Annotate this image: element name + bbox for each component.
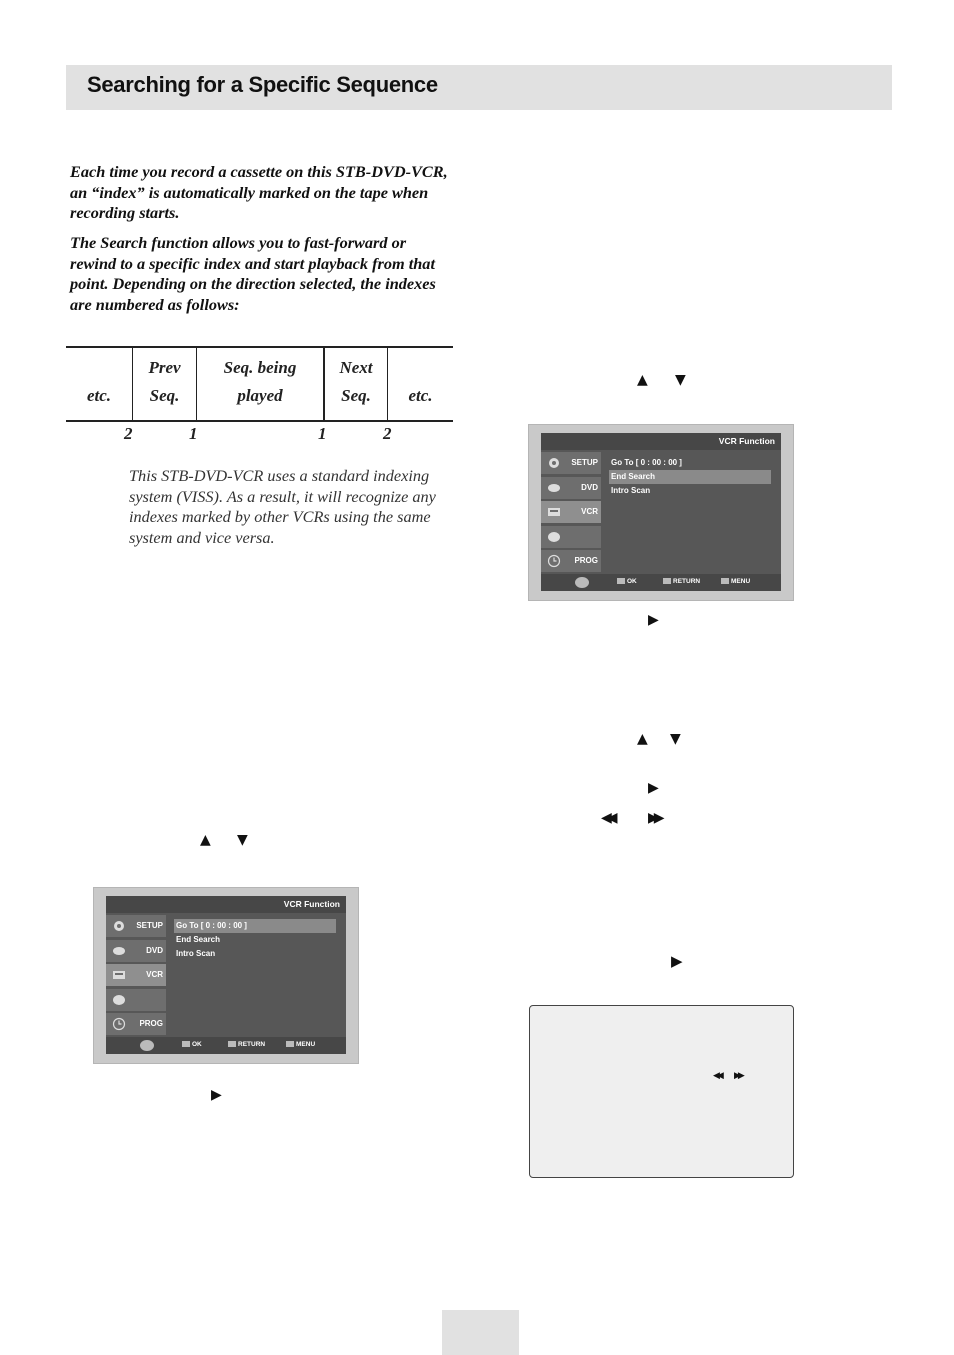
osd-title: VCR Function — [283, 899, 340, 909]
osd-option-go-to: Go To [ 0 : 00 : 00 ] — [611, 458, 682, 467]
down-arrow-icon: ▼ — [237, 832, 248, 848]
index-number: 2 — [124, 424, 133, 443]
right-arrow-icon: ▶ — [211, 1087, 222, 1103]
osd-footer-ok: OK — [617, 578, 637, 585]
osd-title: VCR Function — [718, 436, 775, 446]
gear-icon — [112, 919, 126, 933]
osd-sidebar-vcr: VCR — [106, 964, 166, 986]
osd-sidebar-setup: SETUP — [541, 452, 601, 474]
title-bar — [66, 65, 892, 110]
play-icon: ▶ — [671, 952, 683, 970]
index-number: 2 — [383, 424, 392, 443]
osd-sidebar-setup: SETUP — [106, 915, 166, 937]
vcr-icon — [112, 968, 126, 982]
right-arrow-icon: ▶ — [648, 780, 659, 796]
return-icon — [663, 578, 671, 584]
menu-icon — [286, 1041, 294, 1047]
ok-icon — [182, 1041, 190, 1047]
down-arrow-icon: ▼ — [670, 731, 681, 747]
osd-footer-ok: OK — [182, 1041, 202, 1048]
osd-footer-return: RETURN — [663, 578, 700, 585]
clock-icon — [112, 1017, 126, 1031]
vcr-icon — [547, 505, 561, 519]
stb-icon — [112, 993, 126, 1007]
osd-footer-menu: MENU — [721, 578, 750, 585]
osd-sidebar-dvd: DVD — [541, 477, 601, 499]
return-icon — [228, 1041, 236, 1047]
ok-icon — [617, 578, 625, 584]
index-number: 1 — [189, 424, 198, 443]
osd-option-intro-scan: Intro Scan — [611, 486, 651, 495]
vcr-function-menu-screenshot — [93, 887, 359, 1064]
osd-sidebar-prog: PROG — [541, 550, 601, 572]
osd-sidebar-stb — [106, 989, 166, 1011]
navigation-icon — [575, 577, 589, 588]
osd-option-end-search: End Search — [176, 935, 221, 944]
viss-note: This STB-DVD-VCR uses a standard indexing system (VISS). As a result, it will recognize any indexes marked by other VCRs using the same system and vice versa. — [129, 466, 436, 548]
osd-options — [174, 919, 336, 961]
intro-paragraph-1: Each time you record a cassette on this STB-DVD-VCR, an “index” is automatically marked on the tape when recording starts. — [70, 162, 448, 222]
navigation-icon — [140, 1040, 154, 1051]
table-cell-seq-playing: Seq. being played — [223, 358, 297, 405]
osd-footer — [541, 574, 781, 591]
menu-icon — [721, 578, 729, 584]
intro-paragraph-2: The Search function allows you to fast-forward or rewind to a specific index and start playback from that point. Depending on the direction selected, the indexes are numbered as follows: — [70, 233, 436, 314]
osd-screen — [106, 896, 346, 1054]
osd-options — [609, 456, 771, 498]
osd-footer — [106, 1037, 346, 1054]
fast-forward-icon: ▶▶ — [734, 1071, 742, 1081]
osd-header — [106, 896, 346, 913]
index-number: 1 — [318, 424, 327, 443]
vcr-function-menu-screenshot — [528, 424, 794, 601]
fast-forward-icon: ▶▶ — [648, 810, 660, 826]
osd-screen — [541, 433, 781, 591]
osd-sidebar-dvd: DVD — [106, 940, 166, 962]
up-arrow-icon: ▲ — [637, 372, 648, 388]
osd-sidebar-stb — [541, 526, 601, 548]
dvd-icon — [112, 944, 126, 958]
index-table — [66, 346, 453, 422]
gear-icon — [547, 456, 561, 470]
down-arrow-icon: ▼ — [675, 372, 686, 388]
table-cell-etc-left: etc. — [86, 386, 112, 405]
note-box — [529, 1005, 794, 1178]
osd-header — [541, 433, 781, 450]
up-arrow-icon: ▲ — [200, 832, 211, 848]
osd-option-end-search: End Search — [609, 470, 771, 484]
table-cell-prev-seq: Prev Seq. — [148, 358, 181, 405]
up-arrow-icon: ▲ — [637, 731, 648, 747]
osd-sidebar — [541, 452, 601, 575]
right-arrow-icon: ▶ — [648, 612, 659, 628]
dvd-icon — [547, 481, 561, 495]
osd-option-intro-scan: Intro Scan — [176, 949, 216, 958]
rewind-icon: ◀◀ — [713, 1071, 721, 1081]
table-cell-etc-right: etc. — [408, 386, 433, 405]
page-title: Searching for a Specific Sequence — [87, 72, 438, 97]
osd-sidebar — [106, 915, 166, 1038]
osd-footer-return: RETURN — [228, 1041, 265, 1048]
table-cell-next-seq: Next Seq. — [339, 358, 373, 405]
osd-footer-menu: MENU — [286, 1041, 315, 1048]
page-number-box — [442, 1310, 519, 1355]
osd-sidebar-prog: PROG — [106, 1013, 166, 1035]
clock-icon — [547, 554, 561, 568]
osd-option-go-to: Go To [ 0 : 00 : 00 ] — [174, 919, 336, 933]
stb-icon — [547, 530, 561, 544]
rewind-icon: ◀◀ — [601, 810, 613, 826]
osd-sidebar-vcr: VCR — [541, 501, 601, 523]
